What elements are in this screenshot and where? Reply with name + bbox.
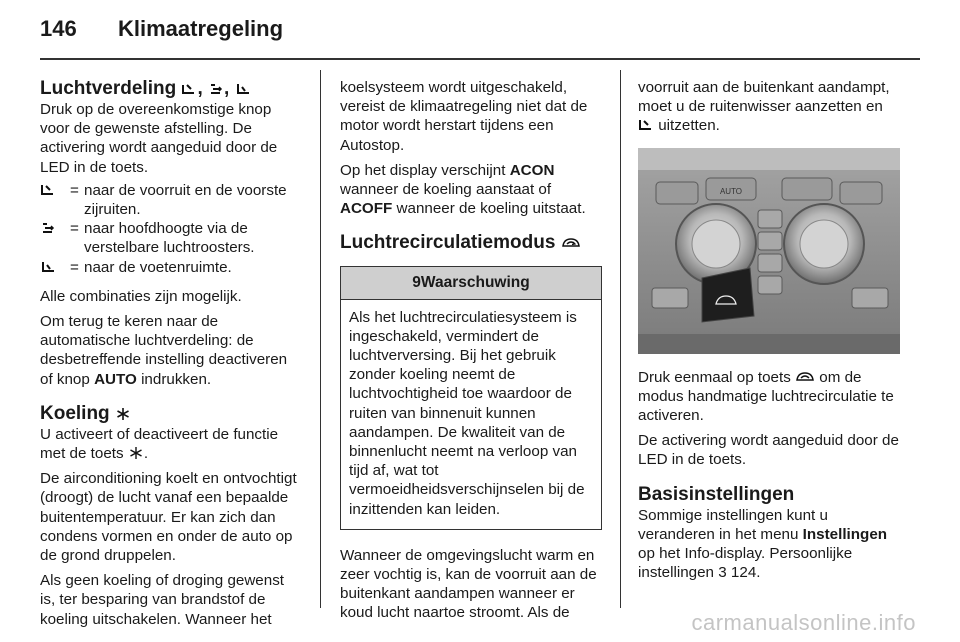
page-reference-arrow-icon: 3: [718, 564, 727, 582]
list-item: = naar hoofdhoogte via de verstelbare luchtroosters.: [40, 219, 302, 257]
column-divider: [320, 70, 321, 608]
footwell-icon: [235, 82, 251, 96]
auto-label: AUTO: [719, 186, 743, 196]
paragraph: U activeert of deactiveert de functie met de toets .: [40, 425, 279, 463]
paragraph: Druk eenmaal op toets om de modus handmatige luchtrecirculatie te activeren.: [638, 368, 894, 425]
heading-koeling: Koeling: [40, 403, 302, 425]
recirculation-icon: [795, 370, 815, 384]
windscreen-feet-icon: [40, 183, 56, 197]
warning-title: 9Waarschuwing: [341, 267, 601, 299]
heading-basisinstellingen: Basisinstellingen: [638, 483, 795, 505]
heading-luchtverdeling: Luchtverdeling , ,: [40, 78, 302, 100]
footwell-icon: [40, 260, 56, 274]
column-1: [40, 70, 302, 629]
head-level-icon: [208, 82, 224, 96]
chapter-title: Klimaatregeling: [118, 16, 284, 41]
page-number: 146: [40, 16, 77, 41]
list-item: = naar de voetenruimte.: [40, 258, 302, 277]
paragraph: Sommige instellingen kunt u veranderen in het menu Instellingen op het Info-display. Persoonlijke instellingen 3 124.: [638, 506, 888, 582]
page-reference[interactable]: 124.: [730, 564, 761, 582]
windscreen-icon: [638, 118, 654, 132]
paragraph: Als geen koeling of droging gewenst is, ter besparing van brandstof de koeling uitschakelen. Wanneer het: [40, 572, 285, 628]
paragraph: voorruit aan de buitenkant aandampt, moet u de ruitenwisser aanzetten en uitzetten.: [638, 79, 890, 135]
windscreen-feet-icon: [181, 82, 197, 96]
warning-box: [340, 266, 602, 529]
warning-triangle-icon: 9: [412, 274, 421, 292]
paragraph: De activering wordt aangeduid door de LED in de toets.: [638, 432, 899, 469]
header-rule: [40, 58, 920, 60]
paragraph: Om terug te keren naar de automatische luchtverdeling: de desbetreffende instelling deactiveren of knop AUTO indrukken.: [40, 313, 288, 388]
snowflake-icon: [115, 407, 131, 421]
control-panel-photo: [638, 148, 900, 354]
recirculation-icon: [561, 236, 581, 250]
page-header: [40, 16, 283, 42]
watermark: carmanualsonline.info: [691, 610, 916, 635]
paragraph: Alle combinaties zijn mogelijk.: [40, 287, 242, 305]
paragraph: koelsysteem wordt uitgeschakeld, vereist de klimaatregeling niet dat de motor wordt herstart tijdens een Autostop.: [340, 79, 588, 154]
list-item: = naar de voorruit en de voorste zijruiten.: [40, 181, 302, 219]
column-3: [638, 70, 900, 582]
paragraph: De airconditioning koelt en ontvochtigt (droogt) de lucht vanaf een bepaalde buitentemperatuur. Er kan zich dan condens vormen en onder de auto op de grond druppelen.: [40, 470, 297, 565]
head-level-icon: [40, 221, 56, 235]
heading-luchtrecirculatiemodus: Luchtrecirculatiemodus: [340, 232, 602, 254]
paragraph: Druk op de overeenkomstige knop voor de gewenste afstelling. De activering wordt aangeduid door de LED in de toets.: [40, 101, 278, 176]
paragraph: Op het display verschijnt ACON wanneer de koeling aanstaat of ACOFF wanneer de koeling uitstaat.: [340, 161, 586, 218]
column-divider: [620, 70, 621, 608]
paragraph: Wanneer de omgevingslucht warm en zeer vochtig is, kan de voorruit aan de buitenkant aandampen wanneer er koud lucht naartoe stroomt. Als de: [340, 546, 597, 622]
definition-list: [40, 181, 302, 277]
column-2: [340, 70, 602, 623]
warning-text: Als het luchtrecirculatiesysteem is ingeschakeld, vermindert de luchtverversing. Bij het gebruik zonder koeling neemt de luchtvochtigheid toe waardoor de ruiten van binnenuit kunnen aandampen. De kwaliteit van de binnenlucht neemt na verloop van tijd af, wat tot vermoeidheidsverschijnselen bij de inzittenden kan leiden.: [349, 308, 585, 518]
snowflake-icon: [128, 446, 144, 460]
